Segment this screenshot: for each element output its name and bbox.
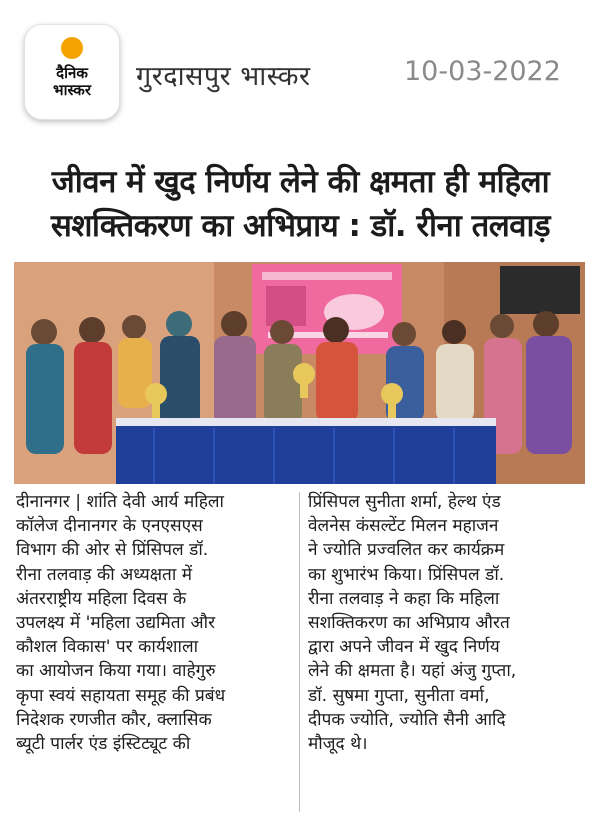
article-line: अंतरराष्ट्रीय महिला दिवस के <box>16 588 187 609</box>
event-photo <box>14 262 585 484</box>
article-line: का आयोजन किया गया। वाहेगुरु <box>16 661 216 682</box>
article-line: कृपा स्वयं सहायता समूह की प्रबंध <box>16 685 226 706</box>
headline-line1: जीवन में खुद निर्णय लेने की क्षमता ही महिला <box>51 164 550 200</box>
article-body <box>16 490 586 820</box>
headline-line2: सशक्तिकरण का अभिप्राय : डॉ. रीना तलवाड़ <box>50 208 551 244</box>
headline <box>10 160 591 248</box>
article-line: रीना तलवाड़ ने कहा कि महिला <box>308 588 500 609</box>
dainik-bhaskar-logo <box>24 24 120 120</box>
event-photo-illustration <box>14 262 585 484</box>
article-column-right <box>308 490 580 756</box>
article-line: डॉ. सुषमा गुप्ता, सुनीता वर्मा, <box>308 685 490 706</box>
column-divider <box>299 492 300 812</box>
article-line: विभाग की ओर से प्रिंसिपल डॉ. <box>16 540 209 561</box>
article-line: का शुभारंभ किया। प्रिंसिपल डॉ. <box>308 564 505 585</box>
article-line: दीनानगर | शांति देवी आर्य महिला <box>16 492 224 512</box>
logo-line1: दैनिक <box>56 64 88 82</box>
article-line: उपलक्ष्य में 'महिला उद्यमिता और <box>16 613 216 634</box>
article-line: सशक्तिकरण का अभिप्राय औरत <box>308 613 510 634</box>
article-line: लेने की क्षमता है। यहां अंजु गुप्ता, <box>308 661 517 682</box>
article-line: ने ज्योति प्रज्वलित कर कार्यक्रम <box>308 540 505 561</box>
article-line: निदेशक रणजीत कौर, क्लासिक <box>16 709 212 730</box>
article-line: रीना तलवाड़ की अध्यक्षता में <box>16 564 193 585</box>
article-line: मौजूद थे। <box>308 734 368 755</box>
masthead <box>0 0 601 130</box>
article-column-left <box>16 490 288 756</box>
article-line: प्रिंसिपल सुनीता शर्मा, हेल्थ एंड <box>308 492 501 512</box>
edition-date: 10-03-2022 <box>404 56 561 87</box>
sun-icon <box>61 37 83 59</box>
article-line: वेलनेस कंसल्टेंट मिलन महाजन <box>308 516 499 537</box>
article-line: कौशल विकास' पर कार्यशाला <box>16 637 199 658</box>
article-line: द्वारा अपने जीवन में खुद निर्णय <box>308 637 500 658</box>
article-line: दीपक ज्योति, ज्योति सैनी आदि <box>308 709 506 730</box>
edition-name: गुरदासपुर भास्कर <box>136 61 311 92</box>
article-line: ब्यूटी पार्लर एंड इंस्टिट्यूट की <box>16 734 191 755</box>
article-line: कॉलेज दीनानगर के एनएसएस <box>16 516 203 537</box>
logo-line2: भास्कर <box>53 81 91 99</box>
